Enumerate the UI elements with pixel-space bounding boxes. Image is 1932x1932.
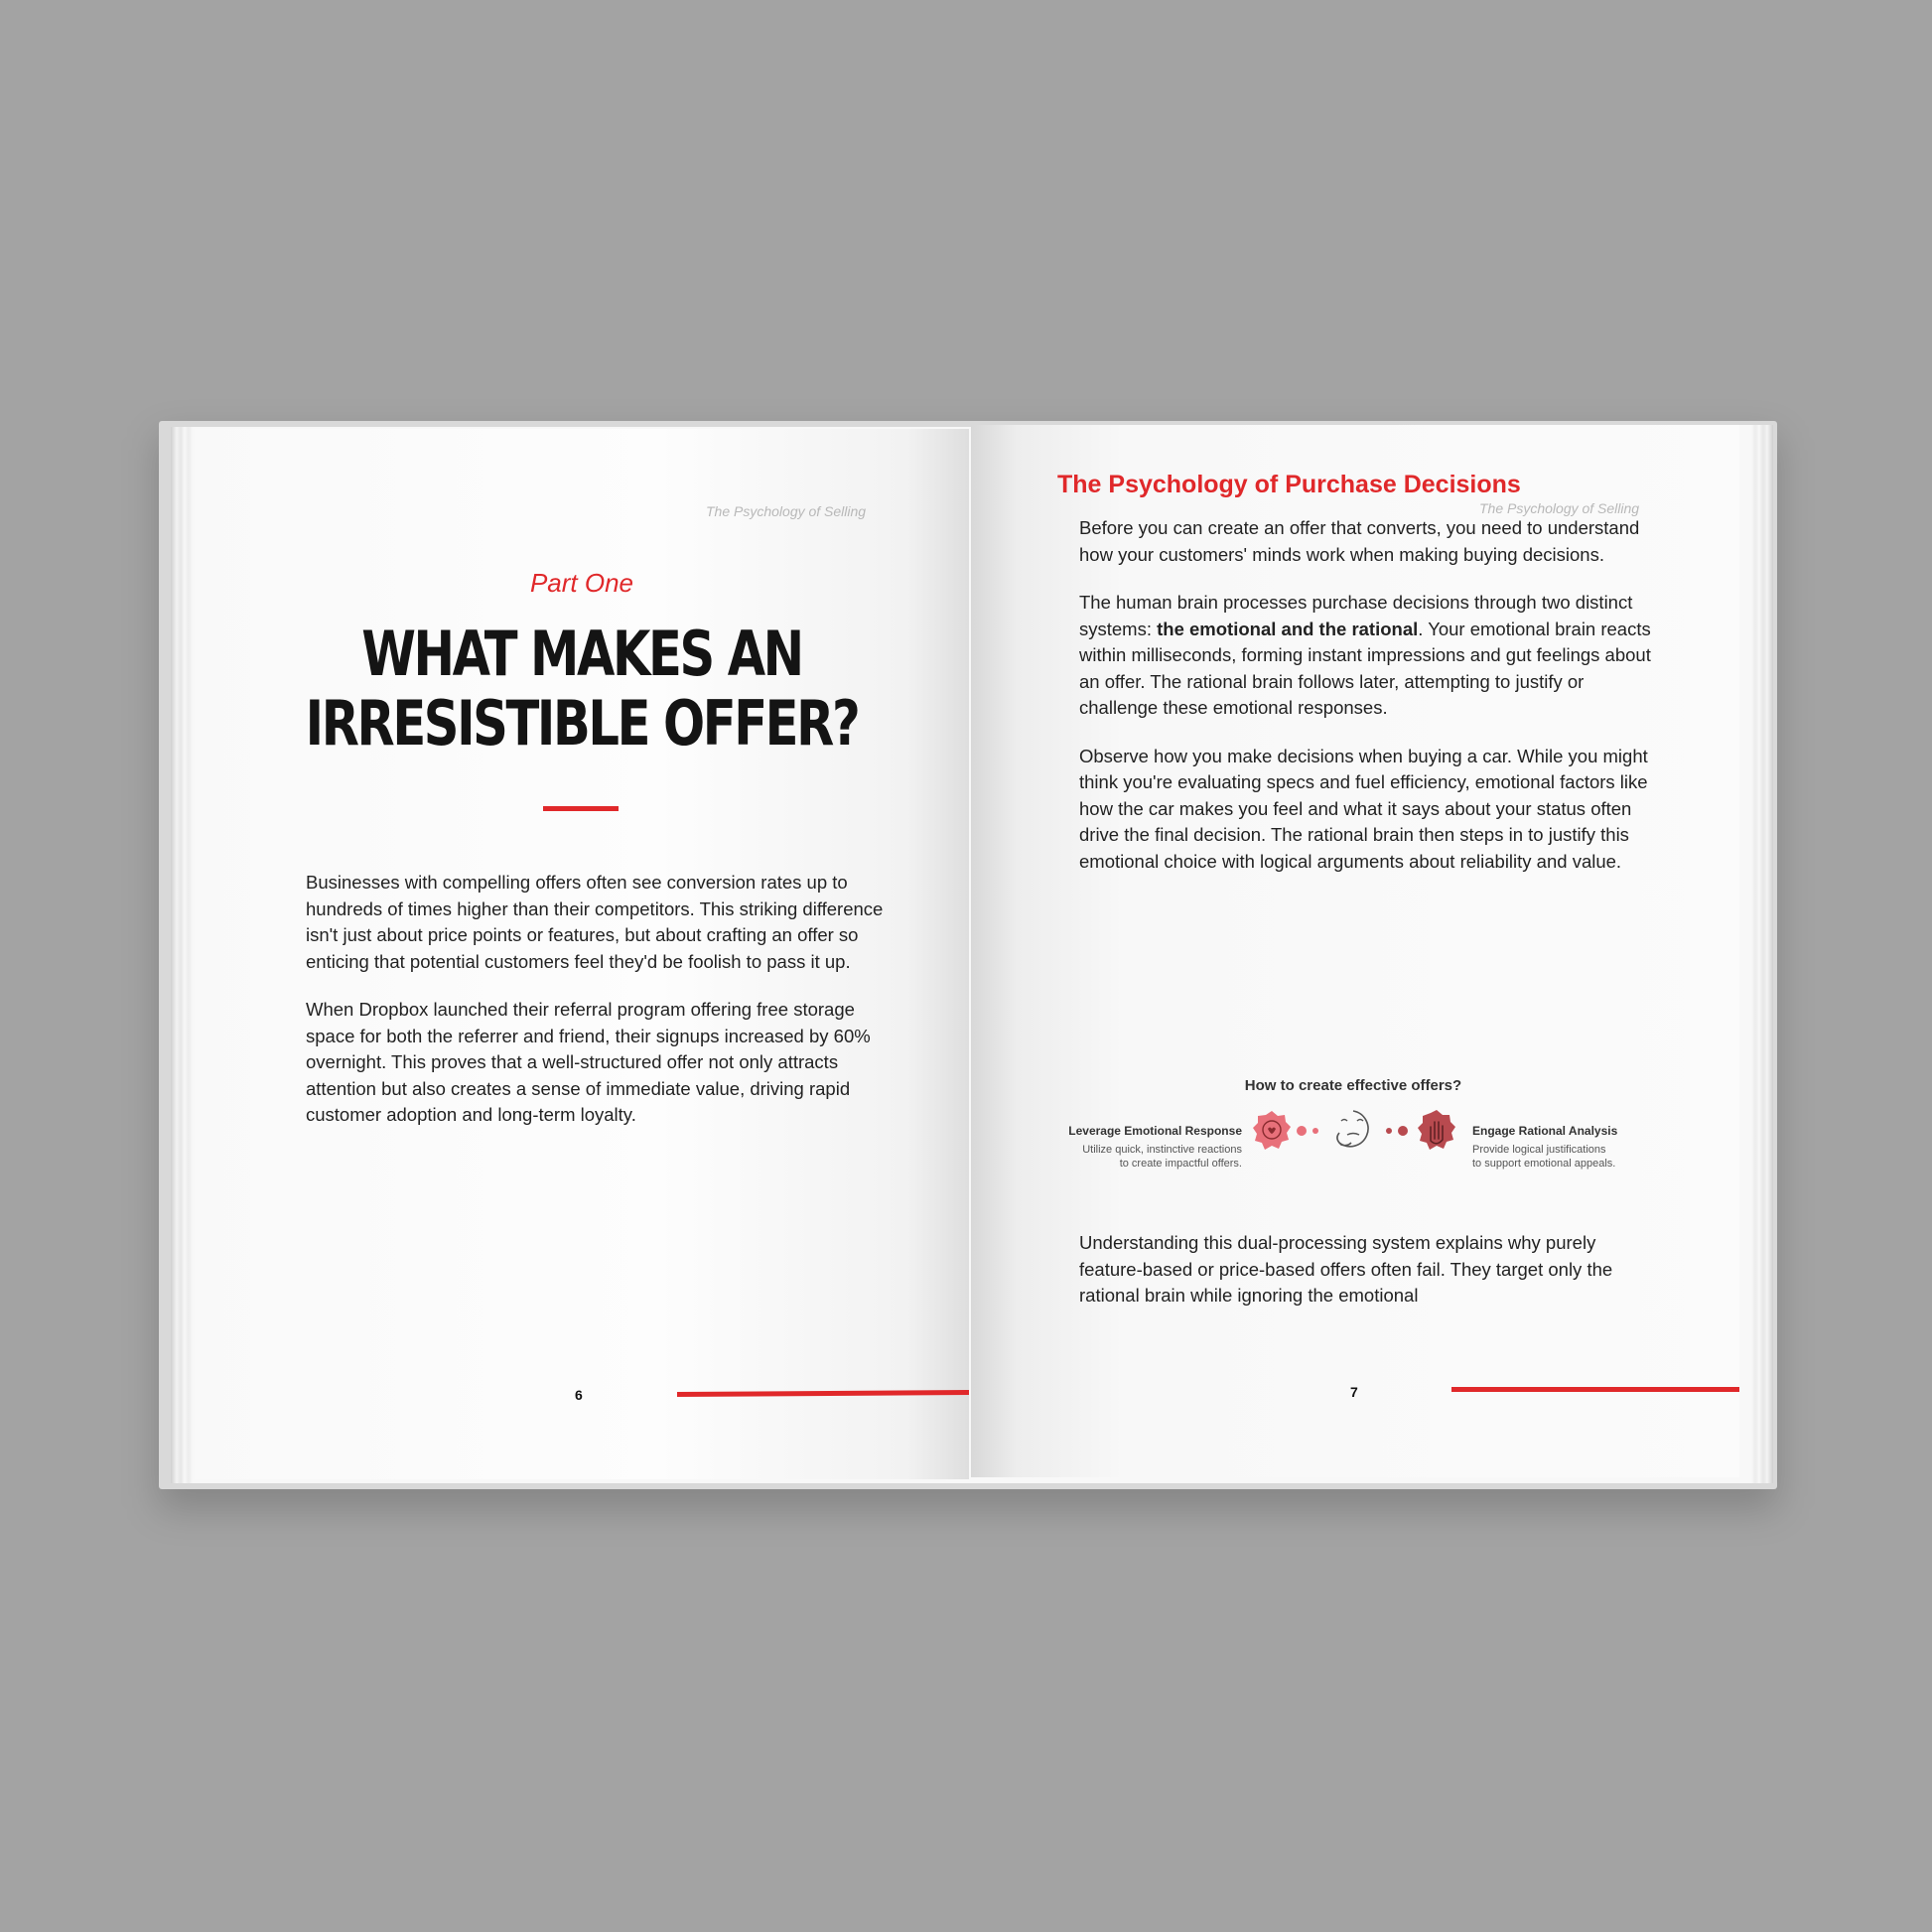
running-header: The Psychology of Selling (706, 503, 867, 519)
diagram-right-title: Engage Rational Analysis (1472, 1124, 1618, 1138)
diagram-left-desc (1055, 1143, 1242, 1171)
connector-dot (1312, 1128, 1318, 1134)
right-page (971, 425, 1739, 1477)
page-number: 6 (575, 1387, 583, 1403)
connector-dot (1398, 1126, 1408, 1136)
body-text (1079, 515, 1657, 897)
title-divider (543, 806, 619, 811)
page-number: 7 (1350, 1384, 1358, 1400)
diagram-desc-line: to create impactful offers. (1119, 1158, 1242, 1170)
paragraph: Businesses with compelling offers often see conversion rates up to hundreds of times higher than their competitors. This striking difference isn't just about price points or features, but about crafting an offer so enticing that potential customers feel they'd be foolish to pass it up. (306, 872, 884, 972)
heart-head-icon (1253, 1111, 1291, 1150)
body-text (306, 870, 887, 1151)
hand-icon (1418, 1110, 1455, 1150)
paragraph (1079, 590, 1657, 722)
footer-rule (677, 1390, 969, 1397)
paragraph: Before you can create an offer that converts, you need to understand how your customers' minds work when making buying decisions. (1079, 517, 1640, 565)
diagram-graphic (1244, 1107, 1467, 1176)
paragraph: Understanding this dual-processing system explains why purely feature-based or price-based offers often fail. They target only the rational brain while ignoring the emotional (1079, 1232, 1613, 1306)
paragraph-text: The human brain processes purchase decisions through two distinct systems: (1079, 592, 1633, 639)
diagram-title: How to create effective offers? (1244, 1077, 1462, 1094)
left-page (195, 429, 969, 1479)
chapter-title-line: WHAT MAKES AN (361, 618, 802, 690)
diagram-desc-line: Provide logical justifications (1472, 1144, 1606, 1156)
section-heading: The Psychology of Purchase Decisions (1057, 471, 1521, 498)
part-label: Part One (529, 568, 634, 598)
paragraph: Observe how you make decisions when buying a car. While you might think you're evaluating specs and fuel efficiency, emotional factors like how the car makes you feel and what it says about your status often drive the final decision. The rational brain then steps in to justify this emotional choice with logical arguments about reliability and value. (1079, 745, 1648, 872)
diagram-desc-line: Utilize quick, instinctive reactions (1082, 1144, 1242, 1156)
paragraph-text: . Your emotional brain reacts within milliseconds, forming instant impressions and gut feelings about an offer. The rational brain follows later, attempting to justify or challenge these emotional responses. (1079, 618, 1651, 718)
diagram-left-title: Leverage Emotional Response (1068, 1124, 1242, 1138)
diagram-right-desc (1472, 1143, 1615, 1171)
chapter-title-line: IRRESISTIBLE OFFER? (305, 687, 859, 759)
connector-dot (1297, 1126, 1307, 1136)
paragraph: When Dropbox launched their referral program offering free storage space for both the referrer and friend, their signups increased by 60% overnight. This proves that a well-structured offer not only attracts attention but also creates a sense of immediate value, driving rapid customer adoption and long-term loyalty. (306, 999, 871, 1125)
diagram-desc-line: to support emotional appeals. (1472, 1158, 1616, 1170)
footer-rule (1451, 1387, 1739, 1392)
offer-diagram (1055, 1077, 1651, 1196)
running-header: The Psychology of Selling (1479, 500, 1640, 516)
thinking-face-icon (1337, 1111, 1368, 1147)
bold-phrase: the emotional and the rational (1157, 618, 1419, 639)
body-text (1079, 1230, 1657, 1331)
chapter-title (272, 620, 892, 759)
connector-dot (1386, 1128, 1392, 1134)
